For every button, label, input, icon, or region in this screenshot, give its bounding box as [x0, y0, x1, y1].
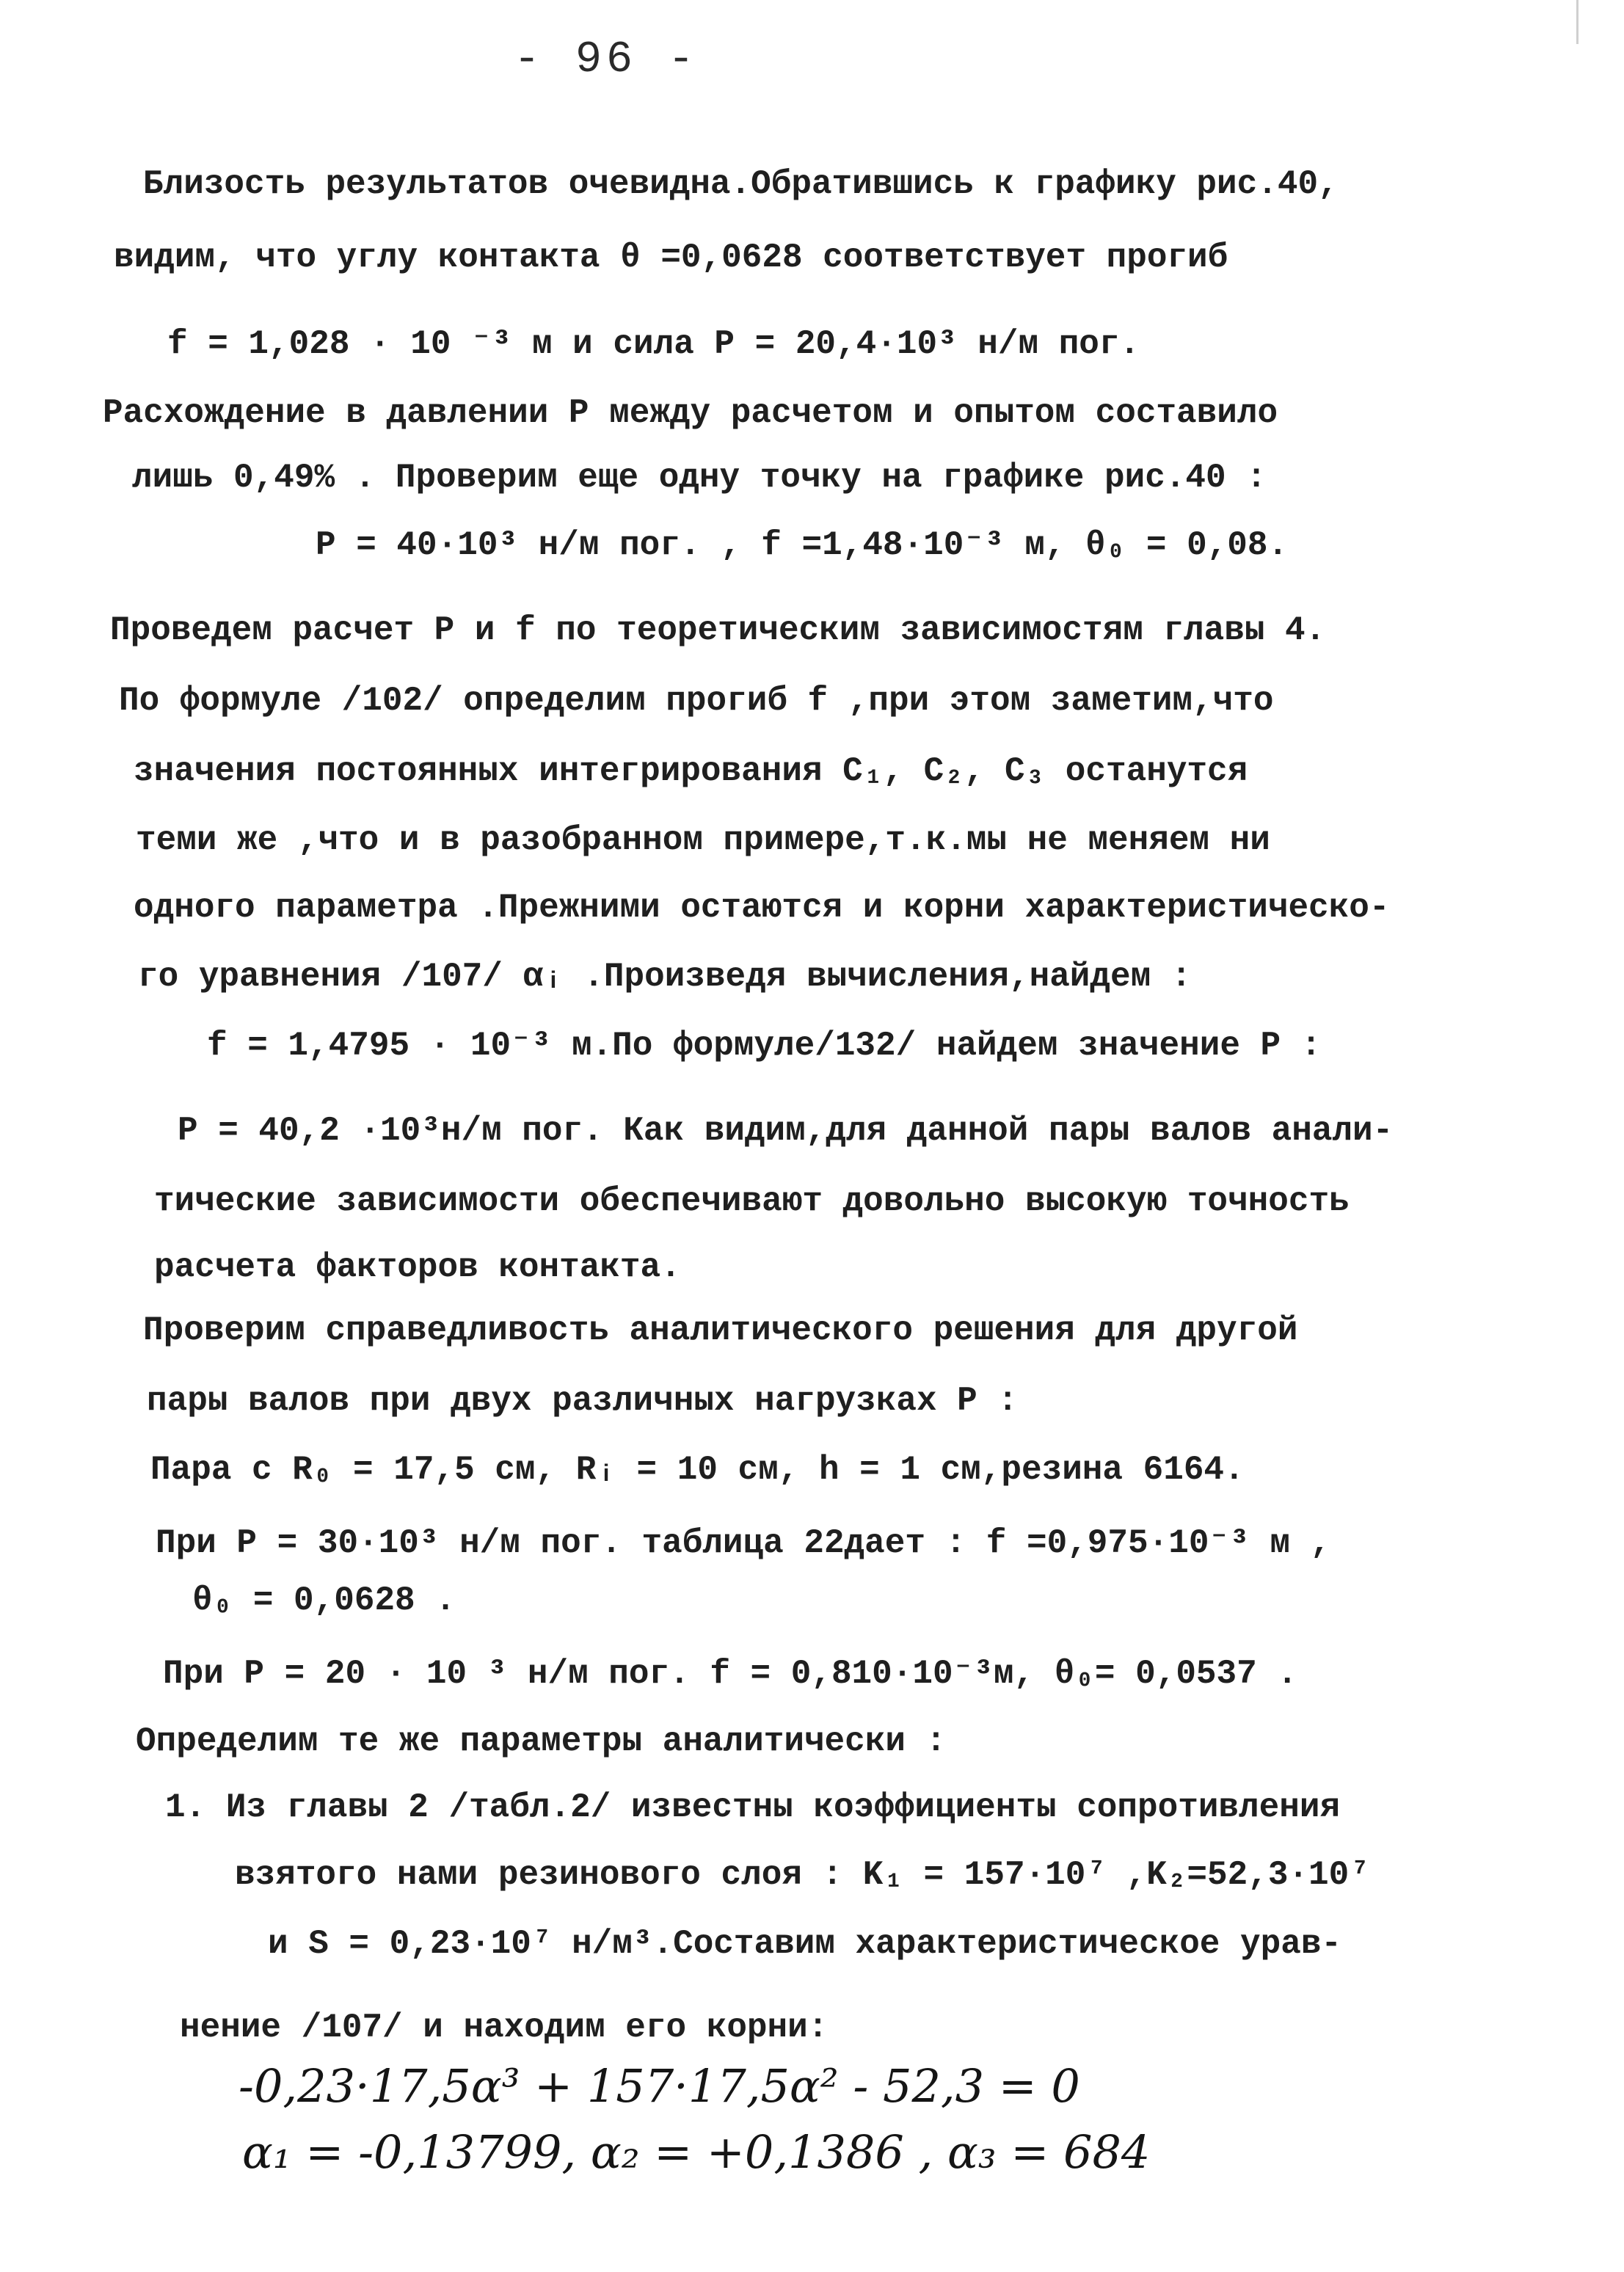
- text-line: значения постоянных интегрирования C₁, C₂, C₃ останутся: [134, 752, 1248, 790]
- text-line: взятого нами резинового слоя : K₁ = 157·10⁷ ,K₂=52,3·10⁷: [235, 1856, 1369, 1894]
- text-line: одного параметра .Прежними остаются и корни характеристическо-: [134, 889, 1390, 927]
- text-line: го уравнения /107/ αᵢ .Произведя вычисления,найдем :: [138, 958, 1192, 996]
- page-number: - 96 -: [514, 35, 699, 85]
- text-line: Определим те же параметры аналитически :: [136, 1722, 947, 1761]
- text-line: видим, что углу контакта θ =0,0628 соответствует прогиб: [114, 239, 1228, 277]
- text-line: Проверим справедливость аналитического решения для другой: [143, 1311, 1298, 1350]
- text-line: f = 1,4795 · 10⁻³ м.По формуле/132/ найдем значение P :: [207, 1027, 1322, 1065]
- text-line: P = 40·10³ н/м пог. , f =1,48·10⁻³ м, θ₀ = 0,08.: [316, 526, 1289, 564]
- page-edge-mark: [1576, 0, 1579, 44]
- text-line: Расхождение в давлении P между расчетом и опытом составило: [103, 394, 1278, 432]
- text-line: теми же ,что и в разобранном примере,т.к.мы не меняем ни: [136, 821, 1270, 859]
- text-line: тические зависимости обеспечивают довольно высокую точность: [154, 1182, 1350, 1220]
- text-line: пары валов при двух различных нагрузках P :: [147, 1382, 1018, 1420]
- text-line: P = 40,2 ·10³н/м пог. Как видим,для данной пары валов анали-: [178, 1112, 1394, 1150]
- text-line: θ₀ = 0,0628 .: [192, 1581, 456, 1620]
- text-line: нение /107/ и находим его корни:: [180, 2009, 829, 2047]
- text-line: Близость результатов очевидна.Обратившись к графику рис.40,: [143, 165, 1339, 203]
- text-line: По формуле /102/ определим прогиб f ,при этом заметим,что: [119, 682, 1274, 720]
- text-line: При P = 20 · 10 ³ н/м пог. f = 0,810·10⁻³м, θ₀= 0,0537 .: [163, 1655, 1297, 1693]
- text-line: лишь 0,49% . Проверим еще одну точку на графике рис.40 :: [132, 459, 1267, 497]
- handwritten-equation: -0,23·17,5α³ + 157·17,5α² - 52,3 = 0: [238, 2059, 1080, 2113]
- text-line: и S = 0,23·10⁷ н/м³.Составим характеристическое урав-: [268, 1925, 1342, 1963]
- handwritten-roots: α₁ = -0,13799, α₂ = +0,1386 , α₃ = 684: [242, 2125, 1151, 2179]
- text-line: При P = 30·10³ н/м пог. таблица 22дает : f =0,975·10⁻³ м ,: [156, 1524, 1331, 1562]
- text-line: Пара с R₀ = 17,5 см, Rᵢ = 10 см, h = 1 см,резина 6164.: [150, 1451, 1245, 1489]
- text-line: f = 1,028 · 10 ⁻³ м и сила P = 20,4·10³ н/м пог.: [167, 325, 1140, 363]
- text-line: Проведем расчет P и f по теоретическим зависимостям главы 4.: [110, 611, 1326, 649]
- text-line: расчета факторов контакта.: [154, 1248, 681, 1286]
- text-line: 1. Из главы 2 /табл.2/ известны коэффициенты сопротивления: [165, 1788, 1341, 1827]
